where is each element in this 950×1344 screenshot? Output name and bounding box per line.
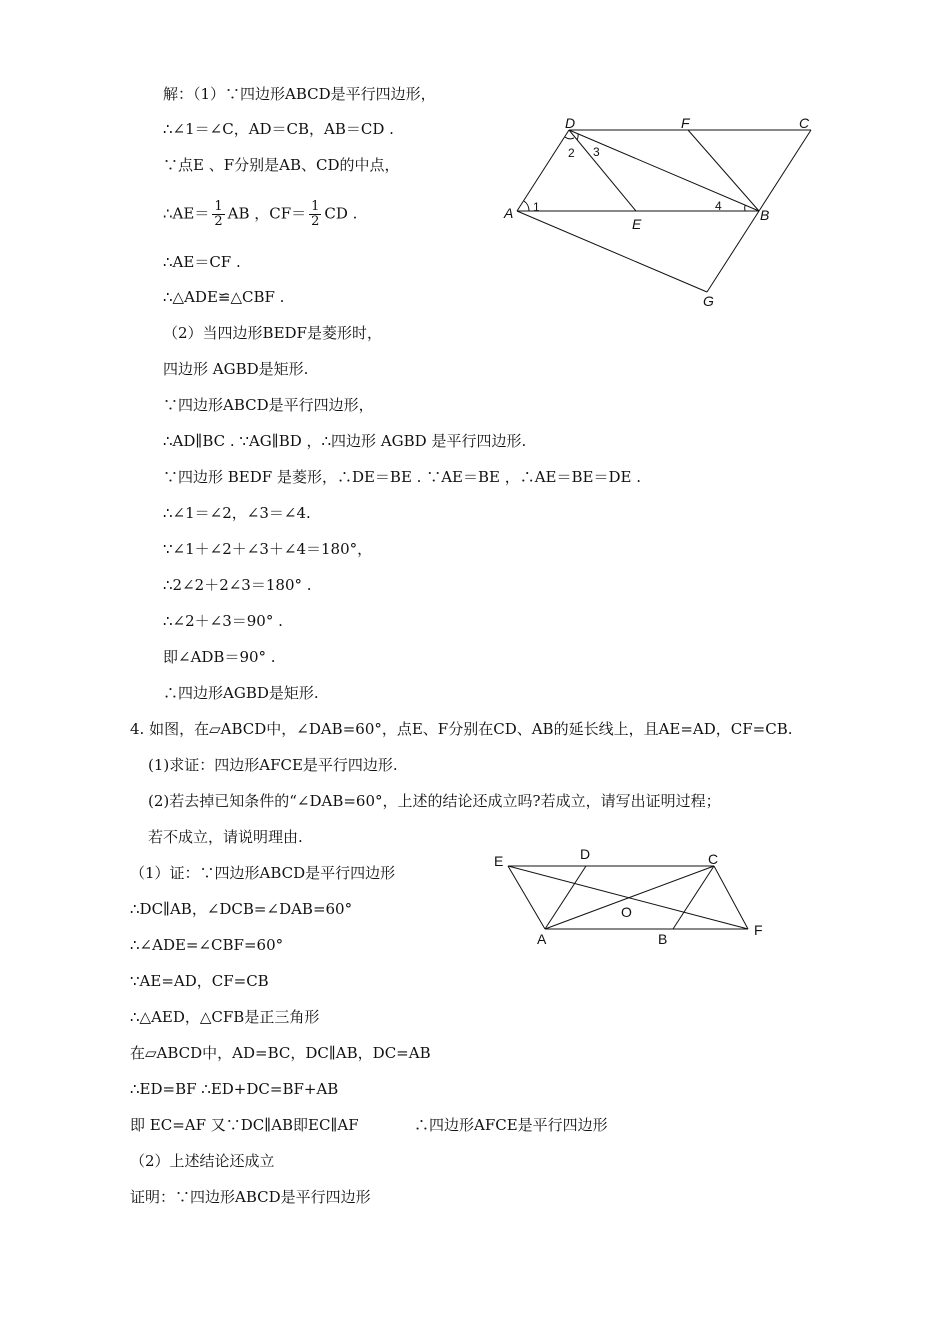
solution-line: ∴∠1＝∠C，AD＝CB，AB＝CD . xyxy=(163,120,394,138)
solution-line: ∵四边形ABCD是平行四边形， xyxy=(163,396,374,414)
label-c: C xyxy=(799,115,810,131)
label-f: F xyxy=(681,115,690,131)
label-g: G xyxy=(703,293,714,309)
segment-bc xyxy=(759,130,811,211)
segment-ea xyxy=(508,866,545,929)
angle-arc-3 xyxy=(577,134,578,140)
segment-bc xyxy=(673,866,714,929)
geometry-figure-1 xyxy=(495,110,825,315)
label-d: D xyxy=(580,846,591,862)
solution-line: ∵四边形 BEDF 是菱形，∴DE＝BE . ∵AE＝BE ，∴AE＝BE＝DE . xyxy=(163,468,641,486)
angle-label-2: 2 xyxy=(568,146,575,160)
solution-line: ∴∠2＋∠3＝90° . xyxy=(163,612,283,630)
solution-line: ∴AD∥BC . ∵AG∥BD ，∴四边形 AGBD 是平行四边形. xyxy=(163,432,527,450)
proof-line: 证明：∵四边形ABCD是平行四边形 xyxy=(130,1188,371,1206)
proof-line: （1）证：∵四边形ABCD是平行四边形 xyxy=(130,864,396,882)
label-b: B xyxy=(658,931,668,947)
solution-line: ∴△ADE≌△CBF . xyxy=(163,288,285,306)
solution-line: ∵点E 、F分别是AB、CD的中点， xyxy=(163,156,400,174)
proof-line: ∴△AED，△CFB是正三角形 xyxy=(130,1008,320,1026)
proof-line: ∴四边形AFCE是平行四边形 xyxy=(414,1116,608,1134)
angle-label-1: 1 xyxy=(533,200,540,214)
segment-de xyxy=(569,130,636,211)
solution-line: ∴2∠2＋2∠3＝180° . xyxy=(163,576,312,594)
solution-line: （2）当四边形BEDF是菱形时， xyxy=(163,324,382,342)
solution-line: ∴∠1＝∠2，∠3＝∠4. xyxy=(163,504,311,522)
problem-statement: 4. 如图，在▱ABCD中，∠DAB=60°，点E、F分别在CD、AB的延长线上，且AE=AD，CF=CB. xyxy=(130,720,793,738)
fraction: $\frac{1}{2}$ xyxy=(214,199,223,229)
segment-db xyxy=(569,130,759,211)
segment-bg xyxy=(707,211,759,292)
label-e: E xyxy=(494,853,504,869)
segment-cf xyxy=(714,866,748,929)
segment-fb xyxy=(688,130,759,211)
solution-line-fraction: ∴AE＝ $\frac{1}{2}$ AB ，CF＝ $\frac{1}{2}$ CD . xyxy=(163,199,358,229)
solution-line: ∴四边形AGBD是矩形. xyxy=(163,684,319,702)
label-a: A xyxy=(537,931,547,947)
problem-question-1: (1)求证：四边形AFCE是平行四边形. xyxy=(148,756,398,774)
solution-line: 即∠ADB＝90° . xyxy=(163,648,276,666)
label-c: C xyxy=(708,851,719,867)
problem-question-2-cont: 若不成立，请说明理由. xyxy=(148,828,303,846)
proof-line: （2）上述结论还成立 xyxy=(130,1152,275,1170)
solution-line: ∵∠1＋∠2＋∠3＋∠4＝180°， xyxy=(163,540,373,558)
label-d: D xyxy=(565,115,576,131)
segment-ad xyxy=(545,866,586,929)
label-f: F xyxy=(754,922,763,938)
solution-line: 解：（1）∵四边形ABCD是平行四边形， xyxy=(163,85,436,103)
problem-question-2: (2)若去掉已知条件的“∠DAB=60°，上述的结论还成立吗?若成立，请写出证明过程； xyxy=(148,792,721,810)
solution-line: 四边形 AGBD是矩形. xyxy=(163,360,309,378)
proof-line: ∵AE=AD，CF=CB xyxy=(130,972,269,990)
proof-line: ∴DC∥AB，∠DCB=∠DAB=60° xyxy=(130,900,353,918)
proof-line: ∴ED=BF ∴ED+DC=BF+AB xyxy=(130,1080,339,1098)
angle-label-4: 4 xyxy=(715,199,722,213)
angle-arc-1 xyxy=(524,201,529,211)
fraction: $\frac{1}{2}$ xyxy=(311,199,320,229)
geometry-figure-2 xyxy=(488,842,770,950)
segment-ag xyxy=(517,211,707,292)
segment-ad xyxy=(517,130,569,211)
label-a: A xyxy=(504,205,514,221)
angle-label-3: 3 xyxy=(593,145,600,159)
label-o: O xyxy=(621,904,632,920)
angle-arc-2 xyxy=(565,137,574,139)
label-e: E xyxy=(632,216,642,232)
proof-line: 在▱ABCD中，AD=BC，DC∥AB，DC=AB xyxy=(130,1044,431,1062)
label-b: B xyxy=(760,207,770,223)
solution-line: ∴AE＝CF . xyxy=(163,253,241,271)
proof-line: ∴∠ADE=∠CBF=60° xyxy=(130,936,284,954)
proof-line: 即 EC=AF 又∵DC∥AB即EC∥AF xyxy=(130,1116,359,1134)
